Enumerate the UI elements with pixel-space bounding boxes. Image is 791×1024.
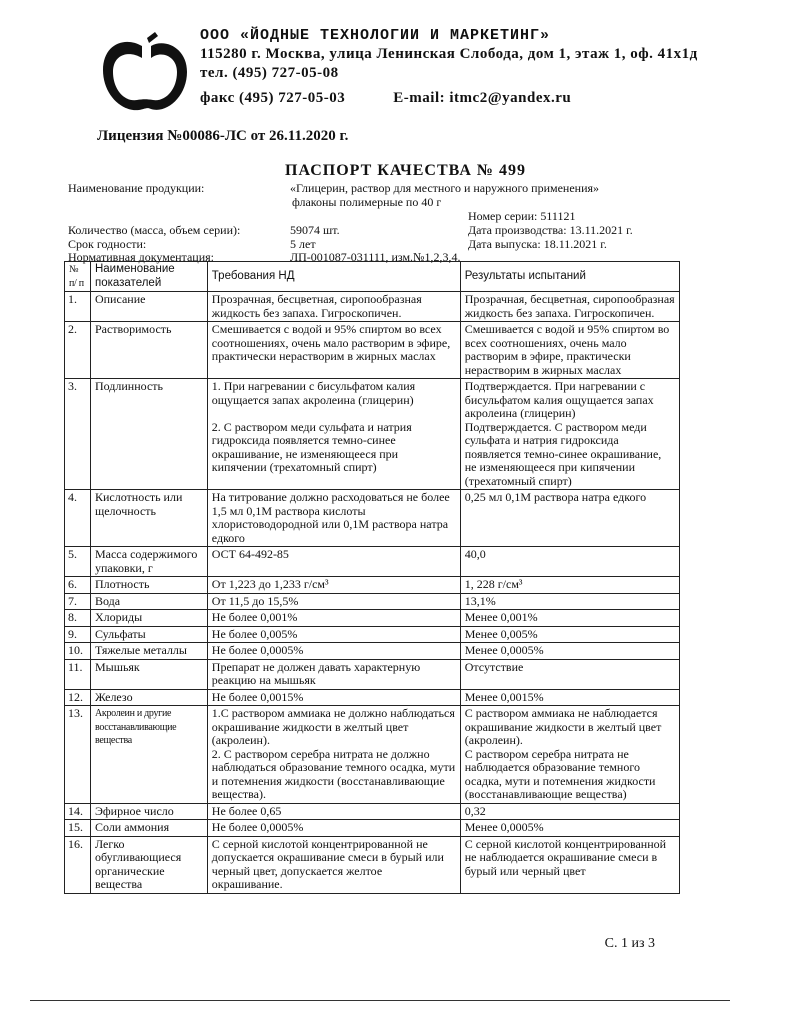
table-row	[65, 490, 680, 547]
row-indicator: Тяжелые металлы	[90, 643, 207, 660]
series-number: Номер серии: 511121	[468, 209, 576, 223]
row-indicator: Хлориды	[90, 610, 207, 627]
row-indicator: Мышьяк	[90, 659, 207, 689]
quantity-label: Количество (масса, объем серии):	[68, 223, 241, 237]
quality-table	[64, 261, 680, 894]
col-header-number: № п/ п	[65, 262, 91, 292]
row-number: 2.	[65, 322, 91, 379]
row-number: 9.	[65, 626, 91, 643]
table-row	[65, 610, 680, 627]
row-result: Прозрачная, бесцветная, сиропообразная жидкость без запаха. Гигроскопичен.	[460, 292, 679, 322]
row-indicator: Акролеин и другие восстанавливающие вещества	[90, 706, 207, 804]
table-row	[65, 706, 680, 804]
col-header-indicator: Наименование показателей	[90, 262, 207, 292]
table-row	[65, 292, 680, 322]
row-number: 10.	[65, 643, 91, 660]
row-result: Подтверждается. При нагревании с бисульфатом калия ощущается запах акролеина (глицерин) Подтверждается. С раствором меди сульфата и натрия гидроксида появляется темно-синее окрашивание, не изменяющееся при кипячении (трехатомный спирт)	[460, 379, 679, 490]
row-requirement: Не более 0,65	[207, 803, 460, 820]
row-indicator: Вода	[90, 593, 207, 610]
norm-doc-label: Нормативная документация:	[68, 250, 214, 264]
row-number: 16.	[65, 836, 91, 893]
row-indicator: Масса содержимого упаковки, г	[90, 547, 207, 577]
row-requirement: Не более 0,0005%	[207, 820, 460, 837]
col-header-requirements: Требования НД	[207, 262, 460, 292]
row-result: 1, 228 г/см³	[460, 577, 679, 594]
row-requirement: С серной кислотой концентрированной не допускается окрашивание смеси в бурый или черный цвет, допускается желтое окрашивание.	[207, 836, 460, 893]
norm-doc-value: ЛП-001087-031111, изм.№1,2,3,4.	[290, 250, 461, 264]
table-row	[65, 626, 680, 643]
row-result: Менее 0,0005%	[460, 643, 679, 660]
quantity-value: 59074 шт.	[290, 223, 340, 237]
release-date: Дата выпуска: 18.11.2021 г.	[468, 237, 607, 251]
row-result: Менее 0,0005%	[460, 820, 679, 837]
row-result: Отсутствие	[460, 659, 679, 689]
row-requirement: Не более 0,005%	[207, 626, 460, 643]
company-email: E-mail: itmc2@yandex.ru	[393, 90, 572, 106]
row-indicator: Эфирное число	[90, 803, 207, 820]
company-phone: тел. (495) 727-05-08	[200, 65, 339, 81]
row-number: 6.	[65, 577, 91, 594]
table-body	[65, 292, 680, 894]
row-result: Менее 0,001%	[460, 610, 679, 627]
row-indicator: Соли аммония	[90, 820, 207, 837]
company-name: ООО «ЙОДНЫЕ ТЕХНОЛОГИИ И МАРКЕТИНГ»	[200, 27, 551, 44]
table-row	[65, 643, 680, 660]
row-result: С серной кислотой концентрированной не наблюдается окрашивание смеси в бурый или черный цвет	[460, 836, 679, 893]
row-result: С раствором аммиака не наблюдается окрашивание жидкости в желтый цвет (акролеин). С раствором серебра нитрата не наблюдается образование темного осадка, мути и потемнения жидкости (восстанавливающие вещества)	[460, 706, 679, 804]
row-result: Менее 0,005%	[460, 626, 679, 643]
row-indicator: Подлинность	[90, 379, 207, 490]
company-logo-icon	[95, 30, 195, 115]
row-number: 11.	[65, 659, 91, 689]
row-requirement: Не более 0,0005%	[207, 643, 460, 660]
row-number: 5.	[65, 547, 91, 577]
row-result: Менее 0,0015%	[460, 689, 679, 706]
row-result: 0,32	[460, 803, 679, 820]
company-block	[200, 26, 698, 108]
product-package: флаконы полимерные по 40 г	[292, 195, 442, 209]
row-number: 12.	[65, 689, 91, 706]
table-row	[65, 379, 680, 490]
row-requirement: От 1,223 до 1,233 г/см³	[207, 577, 460, 594]
table-row	[65, 547, 680, 577]
company-fax: факс (495) 727-05-03	[200, 90, 346, 106]
scan-edge-divider	[30, 1000, 730, 1001]
row-indicator: Описание	[90, 292, 207, 322]
shelf-life-label: Срок годности:	[68, 237, 147, 251]
table-row	[65, 803, 680, 820]
row-number: 13.	[65, 706, 91, 804]
product-label: Наименование продукции:	[68, 181, 205, 195]
row-requirement: Препарат не должен давать характерную реакцию на мышьяк	[207, 659, 460, 689]
row-requirement: Прозрачная, бесцветная, сиропообразная жидкость без запаха. Гигроскопичен.	[207, 292, 460, 322]
row-requirement: ОСТ 64-492-85	[207, 547, 460, 577]
row-requirement: 1. При нагревании с бисульфатом калия ощущается запах акролеина (глицерин) 2. С раствором меди сульфата и натрия гидроксида появляется темно-синее окрашивание, не изменяющееся при кипячении (трехатомный спирт)	[207, 379, 460, 490]
row-requirement: На титрование должно расходоваться не более 1,5 мл 0,1М раствора кислоты хлористоводородной или 0,1М раствора натра едкого	[207, 490, 460, 547]
row-result: Смешивается с водой и 95% спиртом во всех соотношениях, очень мало растворим в эфире, практически нерастворим в жирных маслах	[460, 322, 679, 379]
product-name: «Глицерин, раствор для местного и наружного применения»	[290, 181, 600, 195]
row-requirement: 1.С раствором аммиака не должно наблюдаться окрашивание жидкости в желтый цвет (акролеин). 2. С раствором серебра нитрата не должно наблюдаться образование темного осадка, мути и потемнения жидкости (восстанавливающие вещества).	[207, 706, 460, 804]
table-row	[65, 689, 680, 706]
table-row	[65, 322, 680, 379]
shelf-life-value: 5 лет	[290, 237, 316, 251]
row-requirement: Смешивается с водой и 95% спиртом во всех соотношениях, очень мало растворим в эфире, практически нерастворим в жирных маслах	[207, 322, 460, 379]
production-date: Дата производства: 13.11.2021 г.	[468, 223, 633, 237]
row-number: 3.	[65, 379, 91, 490]
row-indicator: Железо	[90, 689, 207, 706]
row-number: 15.	[65, 820, 91, 837]
row-result: 40,0	[460, 547, 679, 577]
row-result: 0,25 мл 0,1М раствора натра едкого	[460, 490, 679, 547]
col-header-results: Результаты испытаний	[460, 262, 679, 292]
table-row	[65, 820, 680, 837]
row-number: 8.	[65, 610, 91, 627]
document-title: ПАСПОРТ КАЧЕСТВА № 499	[285, 162, 526, 179]
table-header-row	[65, 262, 680, 292]
license-number: Лицензия №00086-ЛС от 26.11.2020 г.	[97, 128, 349, 144]
table-row	[65, 577, 680, 594]
row-number: 7.	[65, 593, 91, 610]
row-number: 4.	[65, 490, 91, 547]
row-requirement: Не более 0,0015%	[207, 689, 460, 706]
table-row	[65, 593, 680, 610]
row-indicator: Плотность	[90, 577, 207, 594]
row-number: 14.	[65, 803, 91, 820]
table-row	[65, 836, 680, 893]
row-result: 13,1%	[460, 593, 679, 610]
table-row	[65, 659, 680, 689]
page-number: С. 1 из 3	[604, 936, 655, 951]
row-number: 1.	[65, 292, 91, 322]
row-indicator: Сульфаты	[90, 626, 207, 643]
row-indicator: Легко обугливающиеся органические вещества	[90, 836, 207, 893]
row-indicator: Кислотность или щелочность	[90, 490, 207, 547]
row-requirement: От 11,5 до 15,5%	[207, 593, 460, 610]
row-requirement: Не более 0,001%	[207, 610, 460, 627]
row-indicator: Растворимость	[90, 322, 207, 379]
company-address: 115280 г. Москва, улица Ленинская Слобода, дом 1, этаж 1, оф. 41х1д	[200, 46, 698, 62]
